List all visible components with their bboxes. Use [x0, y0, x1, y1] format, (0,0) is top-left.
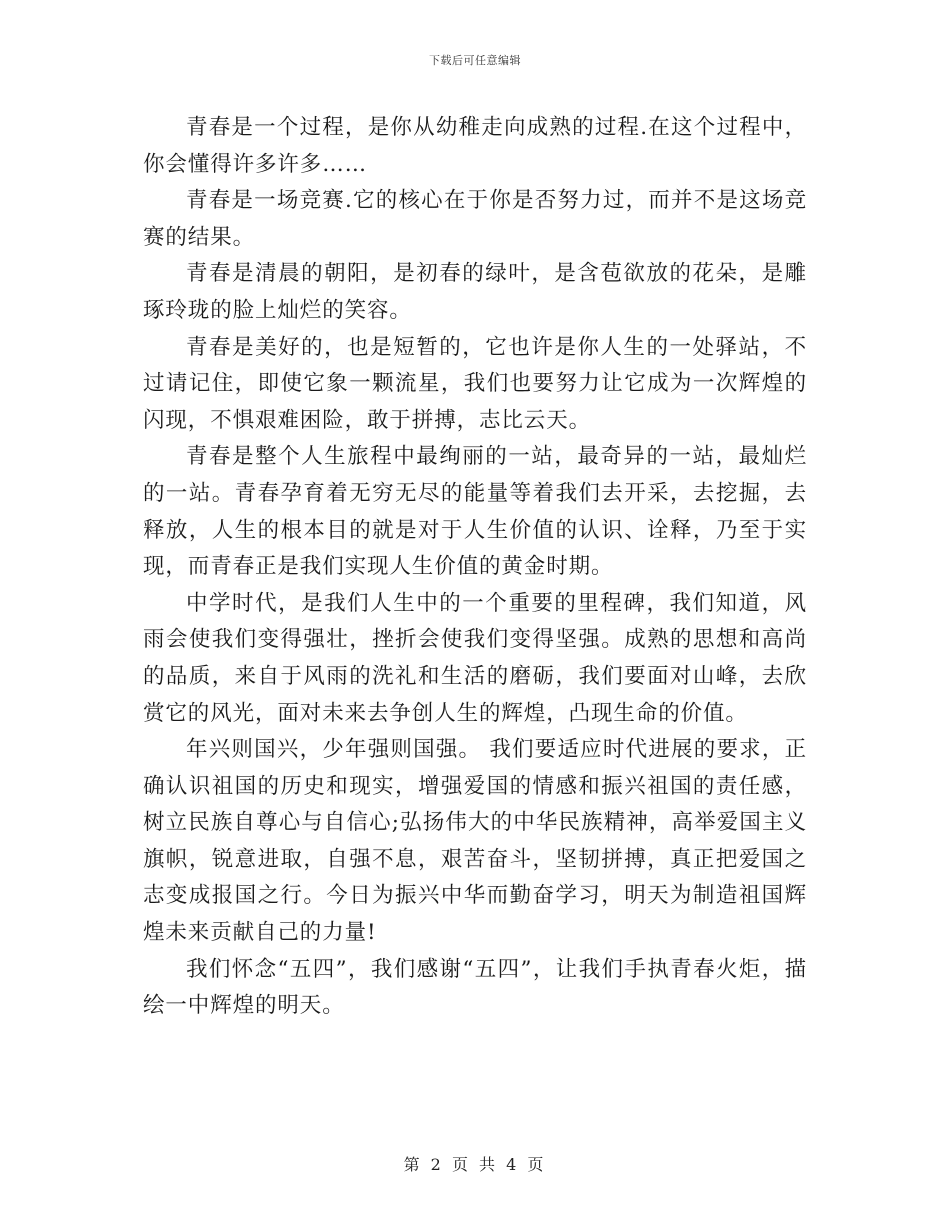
paragraph-1: 青春是一个过程，是你从幼稚走向成熟的过程.在这个过程中，你会懂得许多许多…… [143, 115, 807, 177]
paragraph-3: 青春是清晨的朝阳，是初春的绿叶，是含苞欲放的花朵，是雕琢玲珑的脸上灿烂的笑容。 [143, 261, 807, 323]
paragraph-4: 青春是美好的，也是短暂的，它也许是你人生的一处驿站，不过请记住，即使它象一颗流星，我们也要努力让它成为一次辉煌的闪现，不惧艰难困险，敢于拼搏，志比云天。 [143, 334, 807, 433]
paragraph-2: 青春是一场竞赛.它的核心在于你是否努力过，而并不是这场竞赛的结果。 [143, 188, 807, 250]
document-body [143, 110, 807, 1025]
paragraph-8: 我们怀念“五四”，我们感谢“五四”，让我们手执青春火炬，描绘一中辉煌的明天。 [143, 956, 807, 1019]
paragraph-6: 中学时代，是我们人生中的一个重要的里程碑，我们知道，风雨会使我们变得强壮，挫折会使我们变得坚强。成熟的思想和高尚的品质，来自于风雨的洗礼和生活的磨砺，我们要面对山峰，去欣赏它的风光，面对未来去争创人生的辉煌，凸现生命的价值。 [143, 590, 807, 726]
page-header-note: 下载后可任意编辑 [429, 54, 521, 67]
paragraph-5: 青春是整个人生旅程中最绚丽的一站，最奇异的一站，最灿烂的一站。青春孕育着无穷无尽的能量等着我们去开采，去挖掘，去释放，人生的根本目的就是对于人生价值的认识、诠释，乃至于实现，而青春正是我们实现人生价值的黄金时期。 [143, 444, 807, 580]
page-number-footer: 第 2 页 共 4 页 [403, 1155, 547, 1174]
paragraph-7: 年兴则国兴，少年强则国强。 我们要适应时代进展的要求，正确认识祖国的历史和现实，增强爱国的情感和振兴祖国的责任感，树立民族自尊心与自信心;弘扬伟大的中华民族精神，高举爱国主义旗帜，锐意进取，自强不息，艰苦奋斗，坚韧拼搏，真正把爱国之志变成报国之行。今日为振兴中华而勤奋学习，明天为制造祖国辉煌未来贡献自己的力量! [143, 737, 807, 946]
